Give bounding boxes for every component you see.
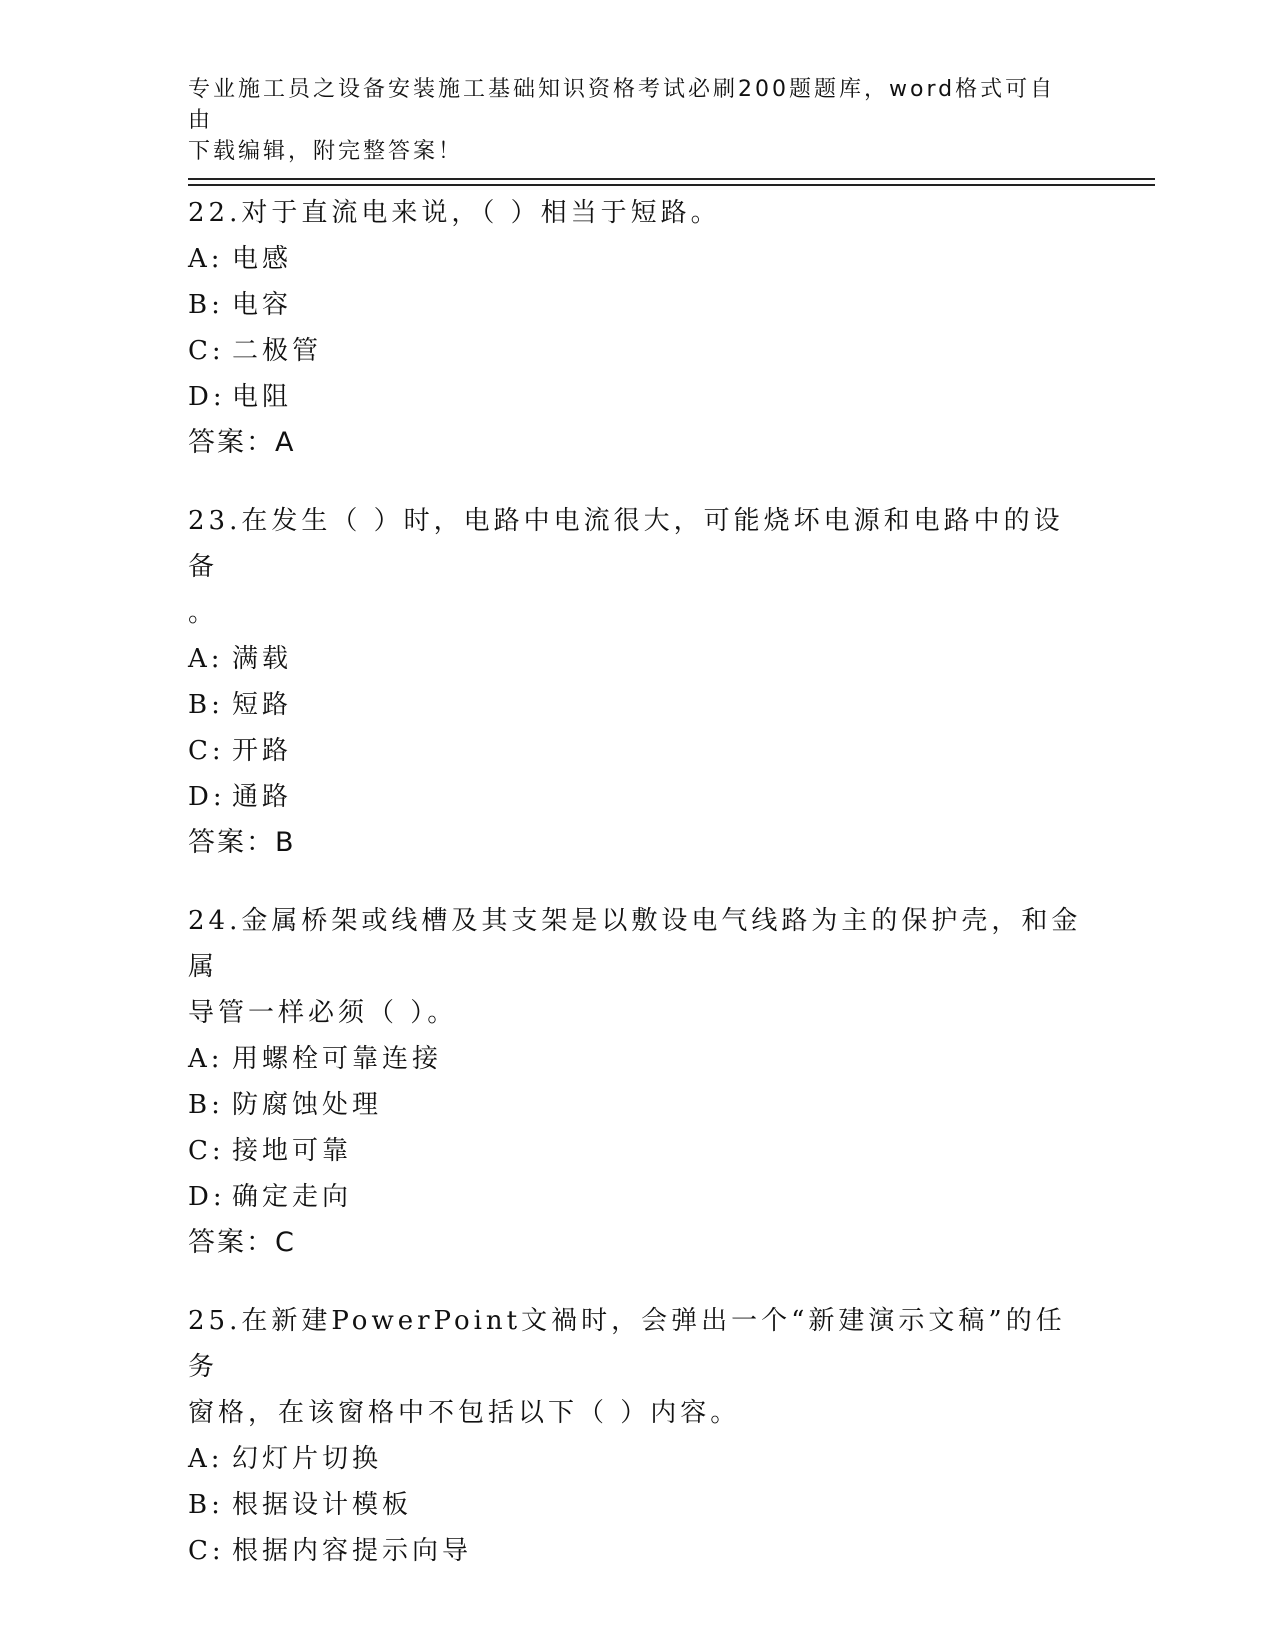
option-key: A: bbox=[188, 644, 224, 674]
option-key: B: bbox=[188, 1490, 224, 1520]
option-text: 电感 bbox=[232, 244, 293, 274]
answer-line: 答案：C bbox=[188, 1227, 296, 1258]
option-text: 开路 bbox=[232, 736, 293, 766]
question-stem bbox=[188, 1298, 1088, 1436]
option-d bbox=[188, 374, 1088, 420]
option-key: C: bbox=[188, 1136, 225, 1166]
option-text: 根据内容提示向导 bbox=[232, 1536, 473, 1566]
option-key: C: bbox=[188, 736, 225, 766]
option-a bbox=[188, 1436, 1088, 1482]
option-a bbox=[188, 1036, 1088, 1082]
option-text: 通路 bbox=[232, 782, 293, 812]
question-25 bbox=[188, 1298, 1088, 1574]
option-key: B: bbox=[188, 290, 224, 320]
option-a bbox=[188, 236, 1088, 282]
option-key: B: bbox=[188, 690, 224, 720]
option-b bbox=[188, 1082, 1088, 1128]
option-text: 根据设计模板 bbox=[232, 1490, 413, 1520]
question-22 bbox=[188, 190, 1088, 466]
option-b bbox=[188, 282, 1088, 328]
option-key: A: bbox=[188, 1444, 224, 1474]
option-key: C: bbox=[188, 1536, 225, 1566]
option-d bbox=[188, 1174, 1088, 1220]
option-c bbox=[188, 1528, 1088, 1574]
option-text: 确定走向 bbox=[232, 1182, 353, 1212]
option-text: 短路 bbox=[232, 690, 293, 720]
question-stem-line-1: 23.在发生（ ）时，电路中电流很大，可能烧坏电源和电路中的设备 bbox=[188, 506, 1064, 582]
question-stem bbox=[188, 898, 1088, 1036]
option-key: D: bbox=[188, 382, 226, 412]
option-key: D: bbox=[188, 1182, 226, 1212]
question-stem-line-2: 导管一样必须（ ）。 bbox=[188, 998, 458, 1028]
option-c bbox=[188, 328, 1088, 374]
option-key: A: bbox=[188, 244, 224, 274]
question-list bbox=[188, 190, 1088, 1606]
question-stem-line-1: 25.在新建PowerPoint文禍时，会弹出一个“新建演示文稿”的任务 bbox=[188, 1306, 1066, 1382]
option-text: 幻灯片切换 bbox=[232, 1444, 383, 1474]
header-divider-top bbox=[188, 178, 1155, 180]
question-stem-line-1: 24.金属桥架或线槽及其支架是以敷设电气线路为主的保护壳，和金属 bbox=[188, 906, 1082, 982]
option-text: 电容 bbox=[232, 290, 293, 320]
option-text: 防腐蚀处理 bbox=[232, 1090, 383, 1120]
question-23 bbox=[188, 498, 1088, 866]
question-24 bbox=[188, 898, 1088, 1266]
option-key: C: bbox=[188, 336, 225, 366]
question-stem-line-2: 。 bbox=[188, 598, 219, 628]
question-stem-line-1: 22.对于直流电来说，（ ）相当于短路。 bbox=[188, 198, 721, 228]
option-c bbox=[188, 728, 1088, 774]
option-text: 用螺栓可靠连接 bbox=[232, 1044, 443, 1074]
question-stem bbox=[188, 498, 1088, 636]
answer-line: 答案：A bbox=[188, 427, 296, 458]
option-a bbox=[188, 636, 1088, 682]
option-key: B: bbox=[188, 1090, 224, 1120]
option-text: 接地可靠 bbox=[232, 1136, 353, 1166]
header-line-1: 专业施工员之设备安装施工基础知识资格考试必刷200题题库，word格式可自由 bbox=[188, 77, 1056, 133]
option-text: 二极管 bbox=[232, 336, 323, 366]
question-stem bbox=[188, 190, 1088, 236]
option-text: 电阻 bbox=[232, 382, 293, 412]
option-text: 满载 bbox=[232, 644, 293, 674]
option-key: A: bbox=[188, 1044, 224, 1074]
question-stem-line-2: 窗格，在该窗格中不包括以下（ ）内容。 bbox=[188, 1398, 741, 1428]
header-line-2: 下载编辑，附完整答案！ bbox=[188, 139, 464, 164]
option-d bbox=[188, 774, 1088, 820]
option-b bbox=[188, 1482, 1088, 1528]
header-divider-bottom bbox=[188, 184, 1155, 186]
option-b bbox=[188, 682, 1088, 728]
answer-line: 答案：B bbox=[188, 827, 296, 858]
option-c bbox=[188, 1128, 1088, 1174]
option-key: D: bbox=[188, 782, 226, 812]
document-header bbox=[188, 74, 1068, 167]
